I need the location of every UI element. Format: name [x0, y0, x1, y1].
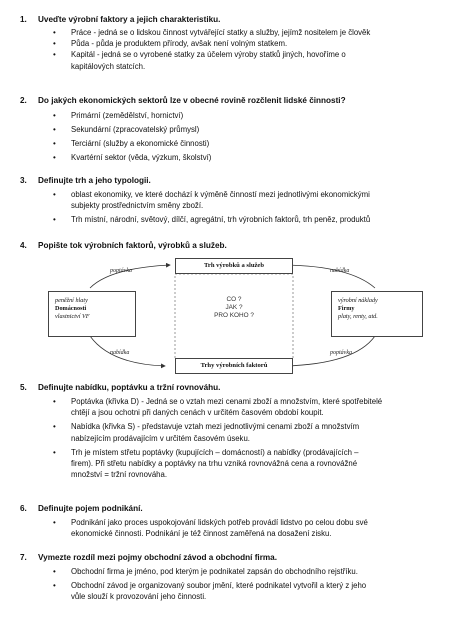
- question-title: Definujte pojem podnikání.: [38, 504, 143, 513]
- question-title: Popište tok výrobních faktorů, výrobků a služeb.: [38, 241, 227, 250]
- question-7: [20, 552, 449, 603]
- question-number: 6.: [20, 504, 27, 513]
- question-3: [20, 175, 449, 226]
- list-item-continuation: subjekty prostřednictvím směny zboží.: [71, 201, 204, 211]
- flow-label-top-right: nabídka: [330, 268, 350, 274]
- firms-bottom-label: platy, renty, atd.: [338, 313, 378, 320]
- list-item: • Nabídka (křivka S) - představuje vztah mezi jednotlivými cenami zboží a množstvím: [20, 421, 449, 432]
- question-heading: [20, 552, 449, 563]
- list-item-continuation: ekonomické činnosti. Podnikání je též činnost zaměřená na dosažení zisku.: [71, 529, 332, 539]
- list-item: • Poptávka (křivka D) - Jedná se o vztah mezi cenami zboží a množstvím, které spotřebitelé: [20, 396, 449, 407]
- answer-list: [20, 396, 449, 480]
- households-top-label: peněžní hlaty: [55, 297, 88, 304]
- list-item-continuation: vůle slouží k provozování jeho činnosti.: [71, 592, 207, 602]
- flow-label-top-left: poptávka: [110, 268, 132, 274]
- answer-list: [20, 189, 449, 226]
- central-question: CO ?: [226, 296, 242, 303]
- central-question: PRO KOHO ?: [214, 312, 254, 319]
- answer-list: [20, 517, 449, 539]
- central-questions: [180, 296, 288, 320]
- list-item: • Obchodní firma je jméno, pod kterým je podnikatel zapsán do obchodního rejstříku.: [20, 566, 449, 577]
- answer-list: [20, 566, 449, 603]
- question-title: Uveďte výrobní faktory a jejich charakteristiku.: [38, 15, 221, 24]
- households-label: Domácnosti: [55, 305, 87, 312]
- firms-label: Firmy: [338, 305, 355, 312]
- list-item: • Kapitál - jedná se o vyrobené statky za účelem výroby statků jiných, hovoříme o: [20, 49, 449, 60]
- flow-label-bottom-right: poptávka: [330, 350, 352, 356]
- flow-label-bottom-left: nabídka: [110, 350, 130, 356]
- central-question: JAK ?: [225, 304, 243, 311]
- question-heading: [20, 175, 449, 186]
- list-item: • Trh místní, národní, světový, dílčí, agregátní, trh výrobních faktorů, trh peněz, produktů: [20, 214, 449, 225]
- list-item: • Sekundární (zpracovatelský průmysl): [20, 123, 449, 137]
- list-item-continuation: množství = tržní rovnováha.: [71, 470, 167, 480]
- households-box: [48, 291, 136, 337]
- list-item: • Trh je místem střetu poptávky (kupujících – domácností) a nabídky (prodávajících –: [20, 447, 449, 458]
- question-number: 1.: [20, 15, 27, 24]
- list-item: • Obchodní závod je organizovaný soubor jmění, které podnikatel vytvořil a který z jeho: [20, 580, 449, 591]
- question-title: Definujte nabídku, poptávku a tržní rovnováhu.: [38, 383, 221, 392]
- flow-diagram: [30, 254, 440, 390]
- question-number: 3.: [20, 176, 27, 185]
- question-number: 2.: [20, 96, 27, 105]
- question-heading: [20, 382, 449, 393]
- households-bottom-label: vlastnictví VF: [55, 313, 90, 320]
- question-title: Definujte trh a jeho typologii.: [38, 176, 151, 185]
- list-item-continuation: chtějí a jsou ochotni při daných cenách v určitém časovém období koupit.: [71, 408, 324, 418]
- list-item: • Primární (zemědělství, hornictví): [20, 109, 449, 123]
- market-goods-services-box: Trh výrobků a služeb: [175, 258, 293, 274]
- question-title: Vymezte rozdíl mezi pojmy obchodní závod a obchodní firma.: [38, 553, 277, 562]
- question-2: [20, 95, 449, 165]
- firms-top-label: výrobní náklady: [338, 297, 378, 304]
- list-item: • Podnikání jako proces uspokojování lidských potřeb provádí lidstvo po celou dobu své: [20, 517, 449, 528]
- list-item-continuation: firem). Při střetu nabídky a poptávky na trhu vzniká rovnovážná cena a rovnovážné: [71, 459, 358, 469]
- list-item: • oblast ekonomiky, ve které dochází k výměně činností mezi jednotlivými ekonomickými: [20, 189, 449, 200]
- factor-markets-box: Trhy výrobních faktorů: [175, 358, 293, 374]
- firms-box: [331, 291, 423, 337]
- question-title: Do jakých ekonomických sektorů lze v obecné rovině rozčlenit lidské činnosti?: [38, 96, 346, 105]
- question-number: 7.: [20, 553, 27, 562]
- list-item: • Práce - jedná se o lidskou činnost vytvářející statky a služby, jejímž nositelem je člověk: [20, 27, 449, 38]
- answer-list: [20, 27, 449, 72]
- question-4: [20, 240, 449, 251]
- answer-list: [20, 109, 449, 165]
- question-5: [20, 382, 449, 480]
- question-6: [20, 503, 449, 539]
- question-heading: [20, 95, 449, 106]
- question-heading: [20, 240, 449, 251]
- question-number: 5.: [20, 383, 27, 392]
- list-item: • Půda - půda je produktem přírody, avšak není volným statkem.: [20, 38, 449, 49]
- question-1: [20, 14, 449, 72]
- list-item-continuation: nabízejícím prodávajícím v určitém časovém úseku.: [71, 433, 250, 443]
- list-item: • Terciární (služby a ekonomické činnosti): [20, 137, 449, 151]
- question-heading: [20, 14, 449, 25]
- question-number: 4.: [20, 241, 27, 250]
- list-item-continuation: kapitálových statcích.: [71, 61, 146, 71]
- question-heading: [20, 503, 449, 514]
- list-item: • Kvartérní sektor (věda, výzkum, školství): [20, 151, 449, 165]
